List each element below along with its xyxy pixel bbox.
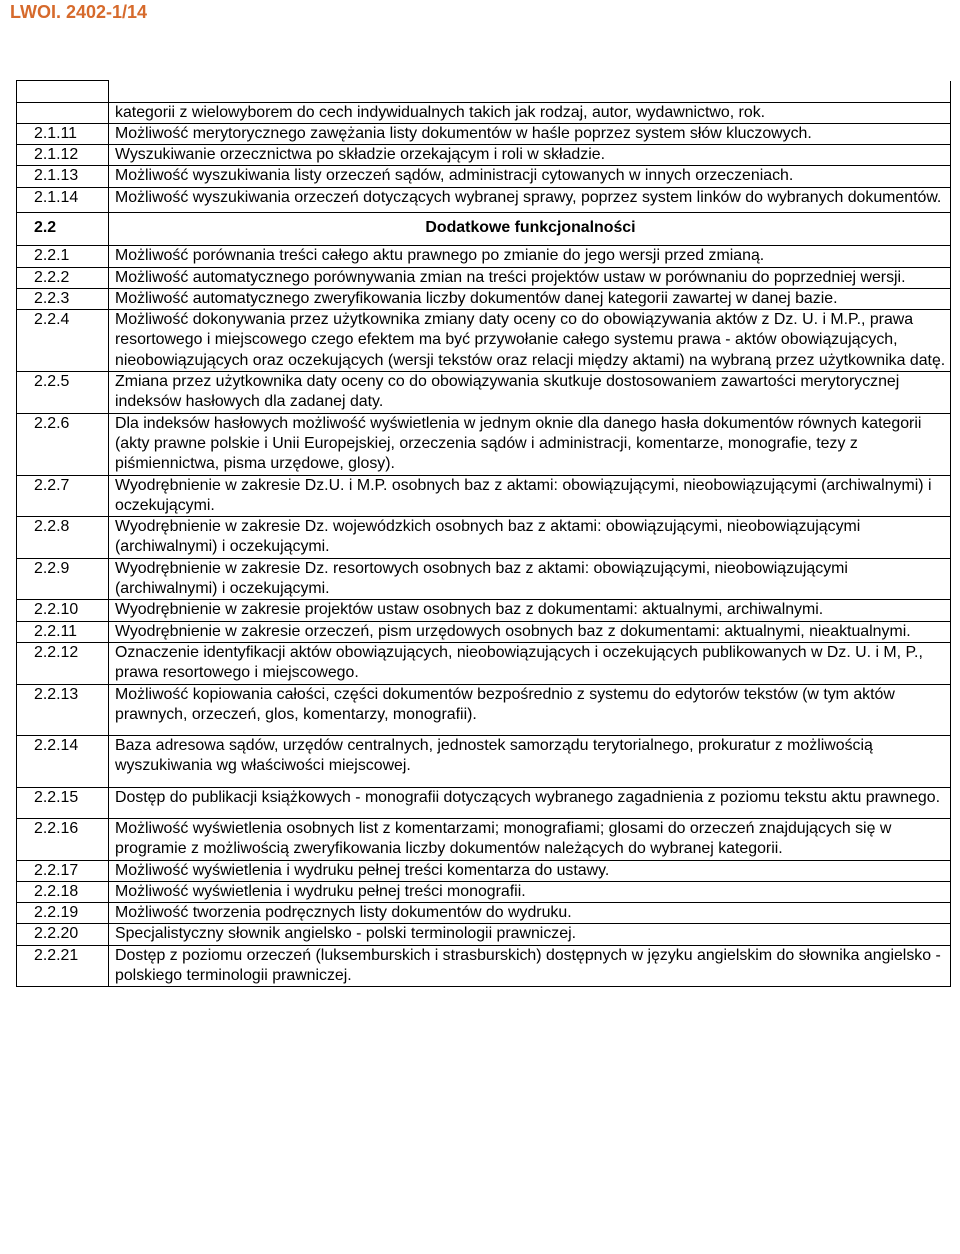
row-number: 2.2.5 (17, 372, 109, 414)
row-text: Wyodrębnienie w zakresie projektów ustaw osobnych baz z dokumentami: aktualnymi, archiwalnymi. (109, 600, 951, 621)
row-text: Zmiana przez użytkownika daty oceny co do obowiązywania skutkuje dostosowaniem zawartości merytorycznej indeksów hasłowych dla zadanej daty. (109, 372, 951, 414)
row-number: 2.2.2 (17, 267, 109, 288)
row-number: 2.2.21 (17, 945, 109, 987)
row-text: Możliwość wyszukiwania listy orzeczeń sądów, administracji cytowanych w innych orzeczeniach. (109, 166, 951, 187)
row-text: Możliwość merytorycznego zawężania listy dokumentów w haśle poprzez system słów kluczowych. (109, 123, 951, 144)
table-row (17, 736, 951, 788)
row-number: 2.2.11 (17, 621, 109, 642)
table-row (17, 684, 951, 736)
table-row (17, 621, 951, 642)
table-row (17, 642, 951, 684)
row-number: 2.2.17 (17, 860, 109, 881)
row-text: Możliwość porównania treści całego aktu prawnego po zmianie do jego wersji przed zmianą. (109, 246, 951, 267)
row-text: Dostęp z poziomu orzeczeń (luksemburskich i strasburskich) dostępnych w języku angielskim do słownika angielsko - polskiego terminologii prawniczej. (109, 945, 951, 987)
row-number: 2.2.16 (17, 819, 109, 861)
row-text: Specjalistyczny słownik angielsko - polski terminologii prawniczej. (109, 924, 951, 945)
row-number: 2.2.4 (17, 310, 109, 372)
row-number: 2.1.14 (17, 187, 109, 212)
table-row (17, 187, 951, 212)
row-text: Możliwość tworzenia podręcznych listy dokumentów do wydruku. (109, 903, 951, 924)
row-number: 2.1.13 (17, 166, 109, 187)
table-row (17, 819, 951, 861)
row-text: Możliwość dokonywania przez użytkownika zmiany daty oceny co do obowiązywania aktów z Dz. U. i M.P., prawa resortowego i miejscowego czego efektem ma być przywołanie całego systemu prawa - aktów obowiązujących, nieobowiązujących oraz oczekujących (wersji tekstów oraz relacji między aktami) na wybraną przez użytkownika datę. (109, 310, 951, 372)
row-number: 2.2.13 (17, 684, 109, 736)
row-text: Możliwość kopiowania całości, części dokumentów bezpośrednio z systemu do edytorów tekstów (w tym aktów prawnych, orzeczeń, glos, komentarzy, monografii). (109, 684, 951, 736)
requirements-table (16, 80, 951, 987)
row-number: 2.2.6 (17, 413, 109, 475)
row-text: Wyodrębnienie w zakresie orzeczeń, pism urzędowych osobnych baz z dokumentami: aktualnymi, nieaktualnymi. (109, 621, 951, 642)
table-row (17, 475, 951, 517)
table-row (17, 102, 951, 123)
row-text: Możliwość wyszukiwania orzeczeń dotyczących wybranej sprawy, poprzez system linków do wybranych dokumentów. (109, 187, 951, 212)
row-text: Wyodrębnienie w zakresie Dz.U. i M.P. osobnych baz z aktami: obowiązującymi, nieobowiązującymi (archiwalnymi) i oczekującymi. (109, 475, 951, 517)
table-row (17, 600, 951, 621)
table-row (17, 860, 951, 881)
table-row (17, 288, 951, 309)
table-row (17, 413, 951, 475)
row-number: 2.2.1 (17, 246, 109, 267)
section-header (17, 212, 951, 245)
section-title: Dodatkowe funkcjonalności (109, 212, 951, 245)
row-number: 2.2.9 (17, 558, 109, 600)
row-text: Wyszukiwanie orzecznictwa po składzie orzekającym i roli w składzie. (109, 145, 951, 166)
table-row (17, 787, 951, 818)
table-row (17, 81, 951, 103)
row-number: 2.2.3 (17, 288, 109, 309)
row-text: Możliwość wyświetlenia osobnych list z komentarzami; monografiami; glosami do orzeczeń znajdujących się w programie z możliwością zweryfikowania liczby dokumentów należących do wybranej kategorii. (109, 819, 951, 861)
table-row (17, 945, 951, 987)
row-text: Wyodrębnienie w zakresie Dz. wojewódzkich osobnych baz z aktami: obowiązującymi, nieobowiązującymi (archiwalnymi) i oczekującymi. (109, 517, 951, 559)
table-row (17, 166, 951, 187)
table-row (17, 267, 951, 288)
table-row (17, 558, 951, 600)
table-row (17, 310, 951, 372)
row-number (17, 102, 109, 123)
document-id: LWOI. 2402-1/14 (10, 2, 148, 22)
row-number: 2.2.7 (17, 475, 109, 517)
row-text: Możliwość automatycznego zweryfikowania liczby dokumentów danej kategorii zawartej w danej bazie. (109, 288, 951, 309)
table-row (17, 246, 951, 267)
table-row (17, 517, 951, 559)
row-number: 2.2.20 (17, 924, 109, 945)
row-number: 2.1.12 (17, 145, 109, 166)
row-text: Oznaczenie identyfikacji aktów obowiązujących, nieobowiązujących i oczekujących publikowanych w Dz. U. i M, P., prawa resortowego i miejscowego. (109, 642, 951, 684)
section-number: 2.2 (17, 212, 109, 245)
row-number: 2.2.8 (17, 517, 109, 559)
row-number: 2.2.10 (17, 600, 109, 621)
row-text: Możliwość automatycznego porównywania zmian na treści projektów ustaw w porównaniu do poprzedniej wersji. (109, 267, 951, 288)
row-text: Baza adresowa sądów, urzędów centralnych, jednostek samorządu terytorialnego, prokuratur z możliwością wyszukiwania wg właściwości miejscowej. (109, 736, 951, 788)
row-number: 2.2.15 (17, 787, 109, 818)
table-row (17, 372, 951, 414)
row-text: Możliwość wyświetlenia i wydruku pełnej treści monografii. (109, 881, 951, 902)
table-row (17, 123, 951, 144)
table-row (17, 145, 951, 166)
row-number: 2.1.11 (17, 123, 109, 144)
row-text: kategorii z wielowyborem do cech indywidualnych takich jak rodzaj, autor, wydawnictwo, rok. (109, 102, 951, 123)
row-number: 2.2.14 (17, 736, 109, 788)
row-text: Dla indeksów hasłowych możliwość wyświetlenia w jednym oknie dla danego hasła dokumentów równych kategorii (akty prawne polskie i Unii Europejskiej, orzeczenia sądów i administracji, komentarze, monografie, tezy z piśmiennictwa, pisma urzędowe, glosy). (109, 413, 951, 475)
row-number: 2.2.19 (17, 903, 109, 924)
table-row (17, 881, 951, 902)
row-number: 2.2.12 (17, 642, 109, 684)
row-text: Wyodrębnienie w zakresie Dz. resortowych osobnych baz z aktami: obowiązującymi, nieobowiązującymi (archiwalnymi) i oczekującymi. (109, 558, 951, 600)
table-row (17, 903, 951, 924)
row-number: 2.2.18 (17, 881, 109, 902)
row-text: Możliwość wyświetlenia i wydruku pełnej treści komentarza do ustawy. (109, 860, 951, 881)
row-text: Dostęp do publikacji książkowych - monografii dotyczących wybranego zagadnienia z poziomu tekstu aktu prawnego. (109, 787, 951, 818)
table-row (17, 924, 951, 945)
